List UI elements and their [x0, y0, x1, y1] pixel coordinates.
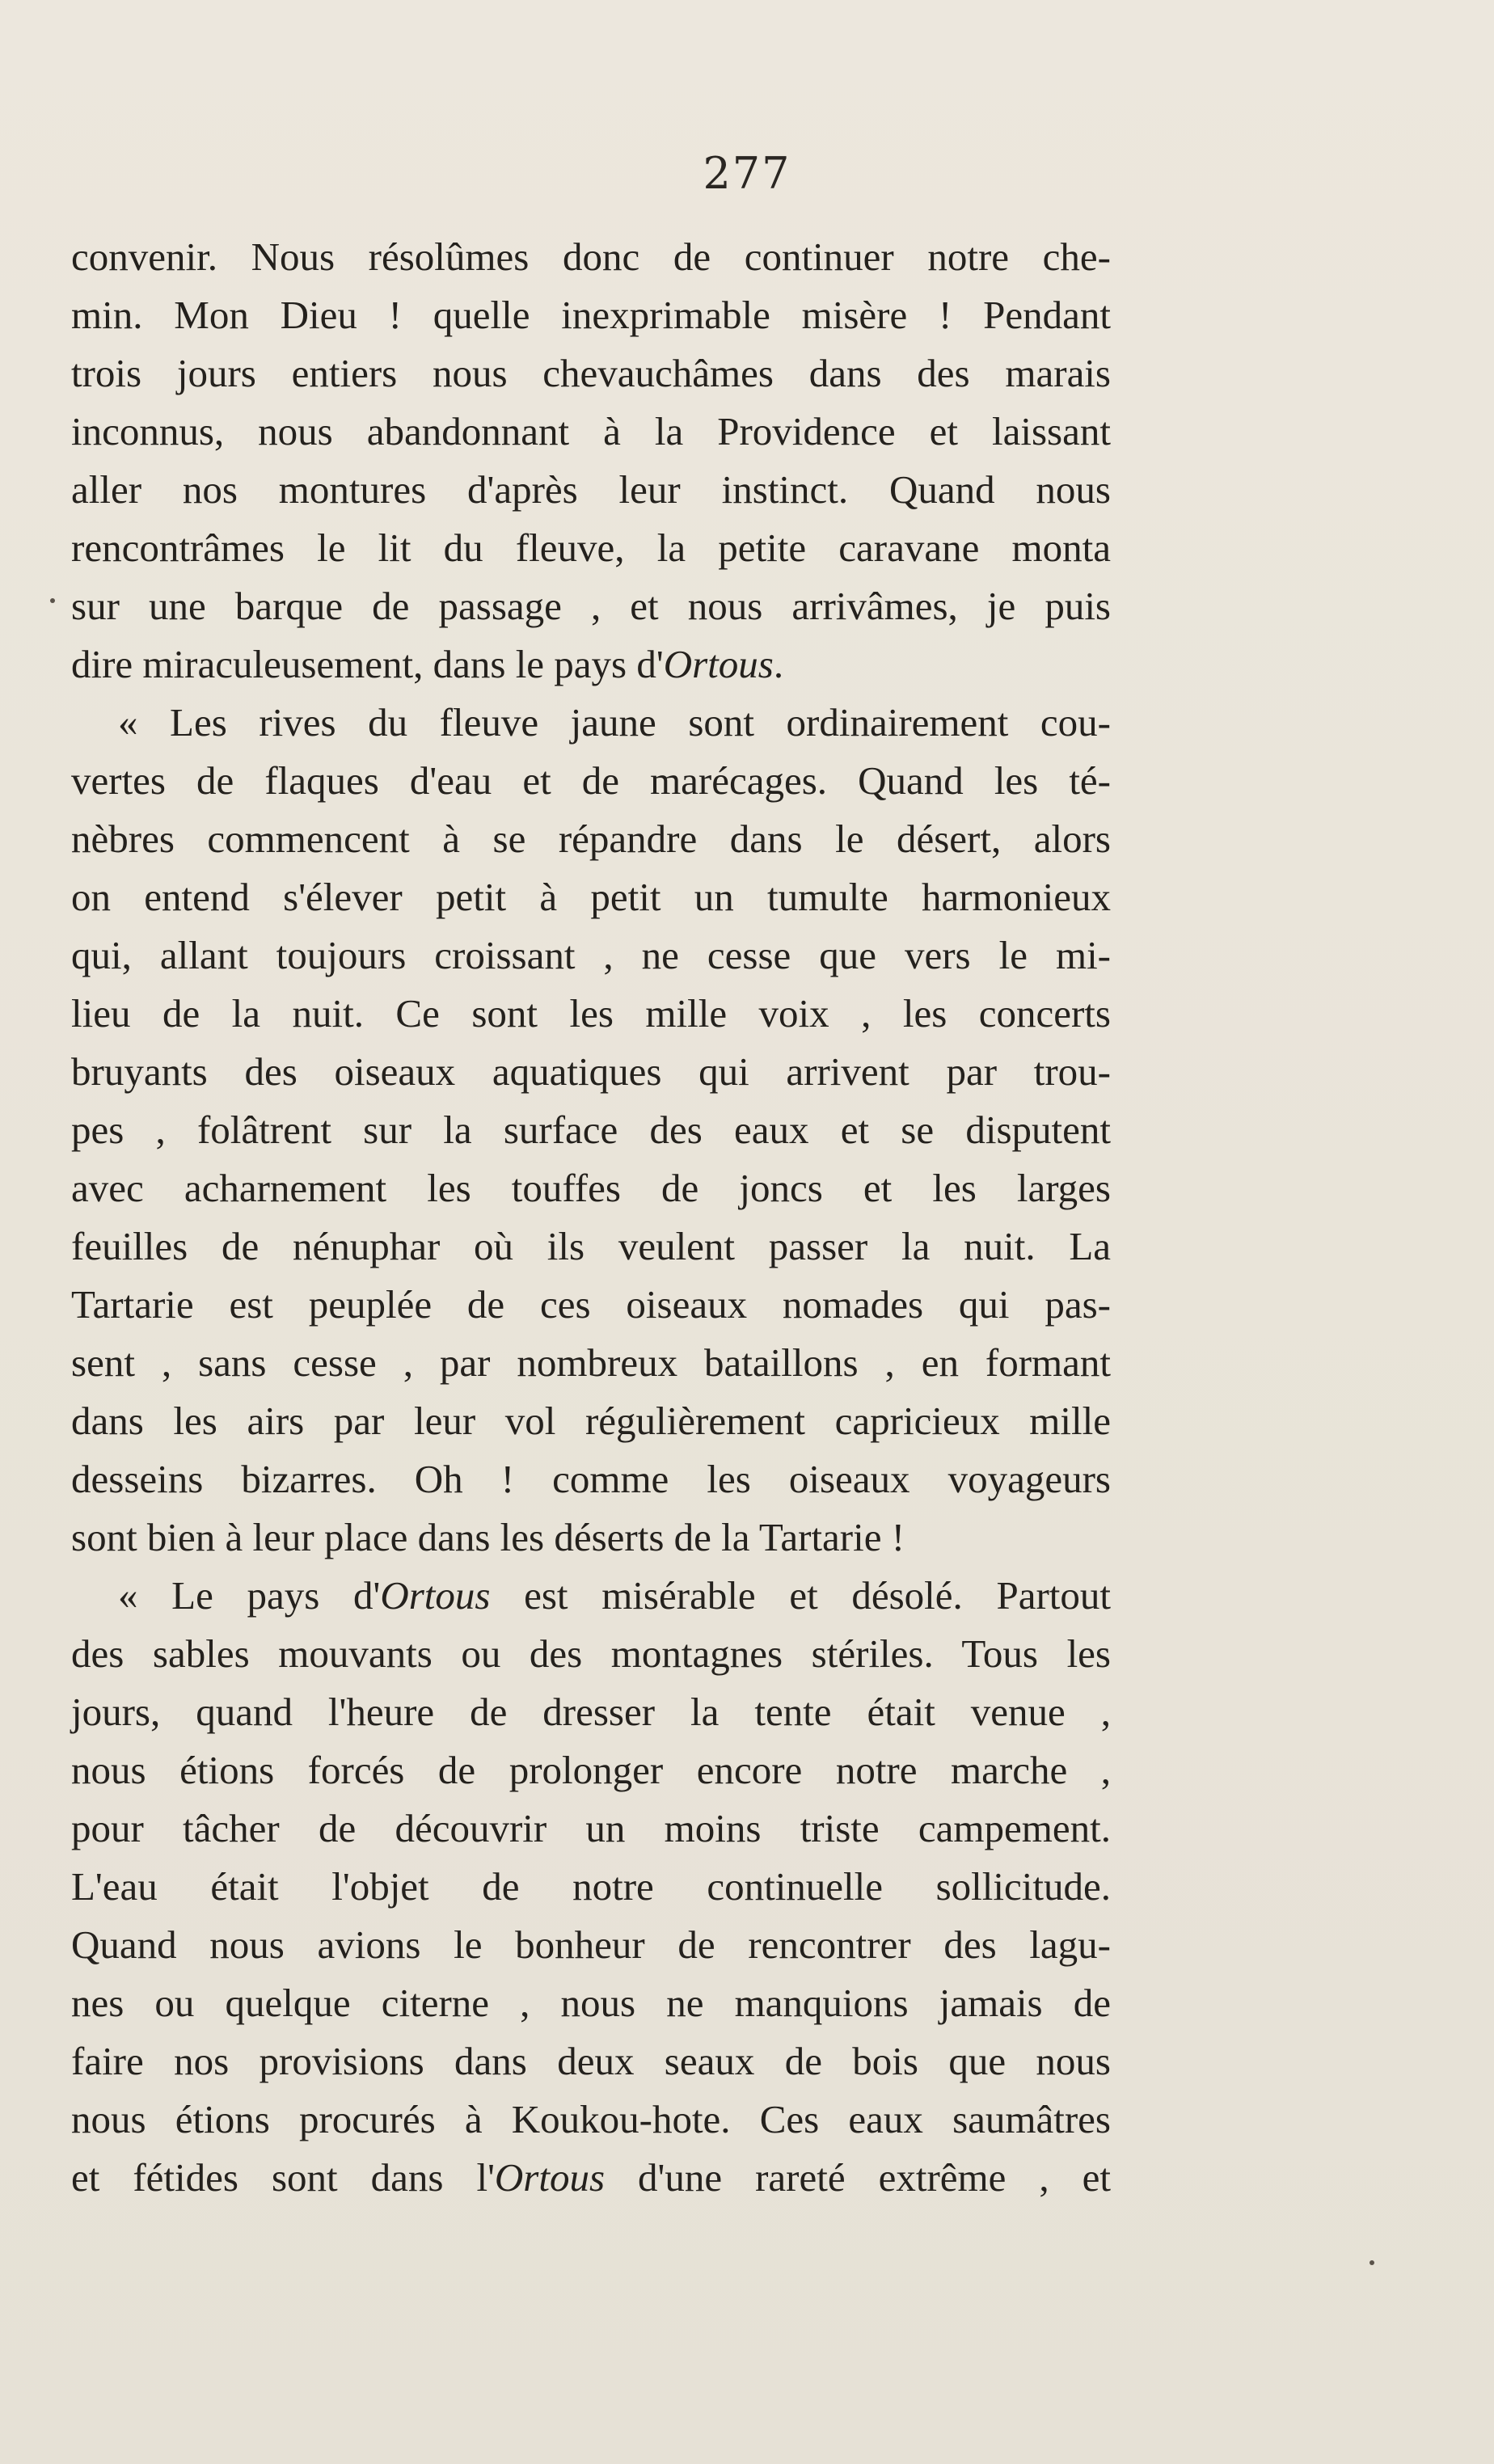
text-line: aller nos montures d'après leur instinct. Quand nous — [71, 467, 1111, 512]
page-number: 277 — [703, 148, 791, 199]
text-line: sont bien à leur place dans les déserts de la Tartarie ! — [71, 1515, 905, 1559]
text-line: desseins bizarres. Oh ! comme les oiseaux voyageurs — [71, 1457, 1111, 1501]
text-line: lieu de la nuit. Ce sont les mille voix , les concerts — [71, 991, 1111, 1036]
text-fragment: « Le pays d' — [118, 1573, 381, 1618]
text-line: on entend s'élever petit à petit un tumulte harmonieux — [71, 875, 1111, 919]
text-line: nous étions forcés de prolonger encore notre marche , — [71, 1748, 1111, 1792]
text-line: trois jours entiers nous chevauchâmes dans des marais — [71, 351, 1111, 395]
text-fragment: d'une rareté extrême , et — [605, 2155, 1111, 2200]
page-text — [71, 228, 1111, 2207]
text-line: pour tâcher de découvrir un moins triste campement. — [71, 1806, 1111, 1850]
text-line: sur une barque de passage , et nous arrivâmes, je puis — [71, 584, 1111, 628]
text-fragment: est misérable et désolé. Partout — [490, 1573, 1111, 1618]
text-line: Tartarie est peuplée de ces oiseaux nomades qui pas- — [71, 1282, 1111, 1327]
text-line: Quand nous avions le bonheur de rencontrer des lagu- — [71, 1922, 1111, 1967]
text-line: jours, quand l'heure de dresser la tente était venue , — [71, 1690, 1111, 1734]
text-line: pes , folâtrent sur la surface des eaux et se disputent — [71, 1108, 1111, 1152]
text-fragment: et fétides sont dans l' — [71, 2155, 495, 2200]
text-fragment: . — [773, 642, 784, 686]
place-name-ortous: Ortous — [494, 2155, 606, 2200]
text-line: qui, allant toujours croissant , ne cesse que vers le mi- — [71, 933, 1111, 977]
place-name-ortous: Ortous — [663, 642, 774, 686]
text-line — [71, 1567, 1111, 1625]
text-line: L'eau était l'objet de notre continuelle sollicitude. — [71, 1864, 1111, 1909]
text-line: bruyants des oiseaux aquatiques qui arrivent par trou- — [71, 1049, 1111, 1094]
text-line: inconnus, nous abandonnant à la Providence et laissant — [71, 409, 1111, 454]
text-line — [71, 2149, 1111, 2207]
text-line: « Les rives du fleuve jaune sont ordinairement cou- — [118, 700, 1111, 745]
text-line: des sables mouvants ou des montagnes stériles. Tous les — [71, 1631, 1111, 1676]
text-line — [71, 635, 1111, 694]
text-line: dans les airs par leur vol régulièrement capricieux mille — [71, 1399, 1111, 1443]
text-line: avec acharnement les touffes de joncs et les larges — [71, 1166, 1111, 1210]
text-fragment: dire miraculeusement, dans le pays d' — [71, 642, 664, 686]
text-line: min. Mon Dieu ! quelle inexprimable misère ! Pendant — [71, 293, 1111, 337]
paper-speck — [1370, 2260, 1374, 2265]
text-line: faire nos provisions dans deux seaux de bois que nous — [71, 2039, 1111, 2083]
text-line: convenir. Nous résolûmes donc de continuer notre che- — [71, 234, 1111, 279]
paper-speck — [50, 598, 55, 603]
text-line: rencontrâmes le lit du fleuve, la petite caravane monta — [71, 525, 1111, 570]
text-line: nes ou quelque citerne , nous ne manquions jamais de — [71, 1981, 1111, 2025]
text-line: sent , sans cesse , par nombreux bataillons , en formant — [71, 1340, 1111, 1385]
place-name-ortous: Ortous — [380, 1573, 491, 1618]
text-line: nèbres commencent à se répandre dans le désert, alors — [71, 816, 1111, 861]
text-line: nous étions procurés à Koukou-hote. Ces eaux saumâtres — [71, 2097, 1111, 2141]
text-line: feuilles de nénuphar où ils veulent passer la nuit. La — [71, 1224, 1111, 1268]
text-line: vertes de flaques d'eau et de marécages. Quand les té- — [71, 758, 1111, 803]
